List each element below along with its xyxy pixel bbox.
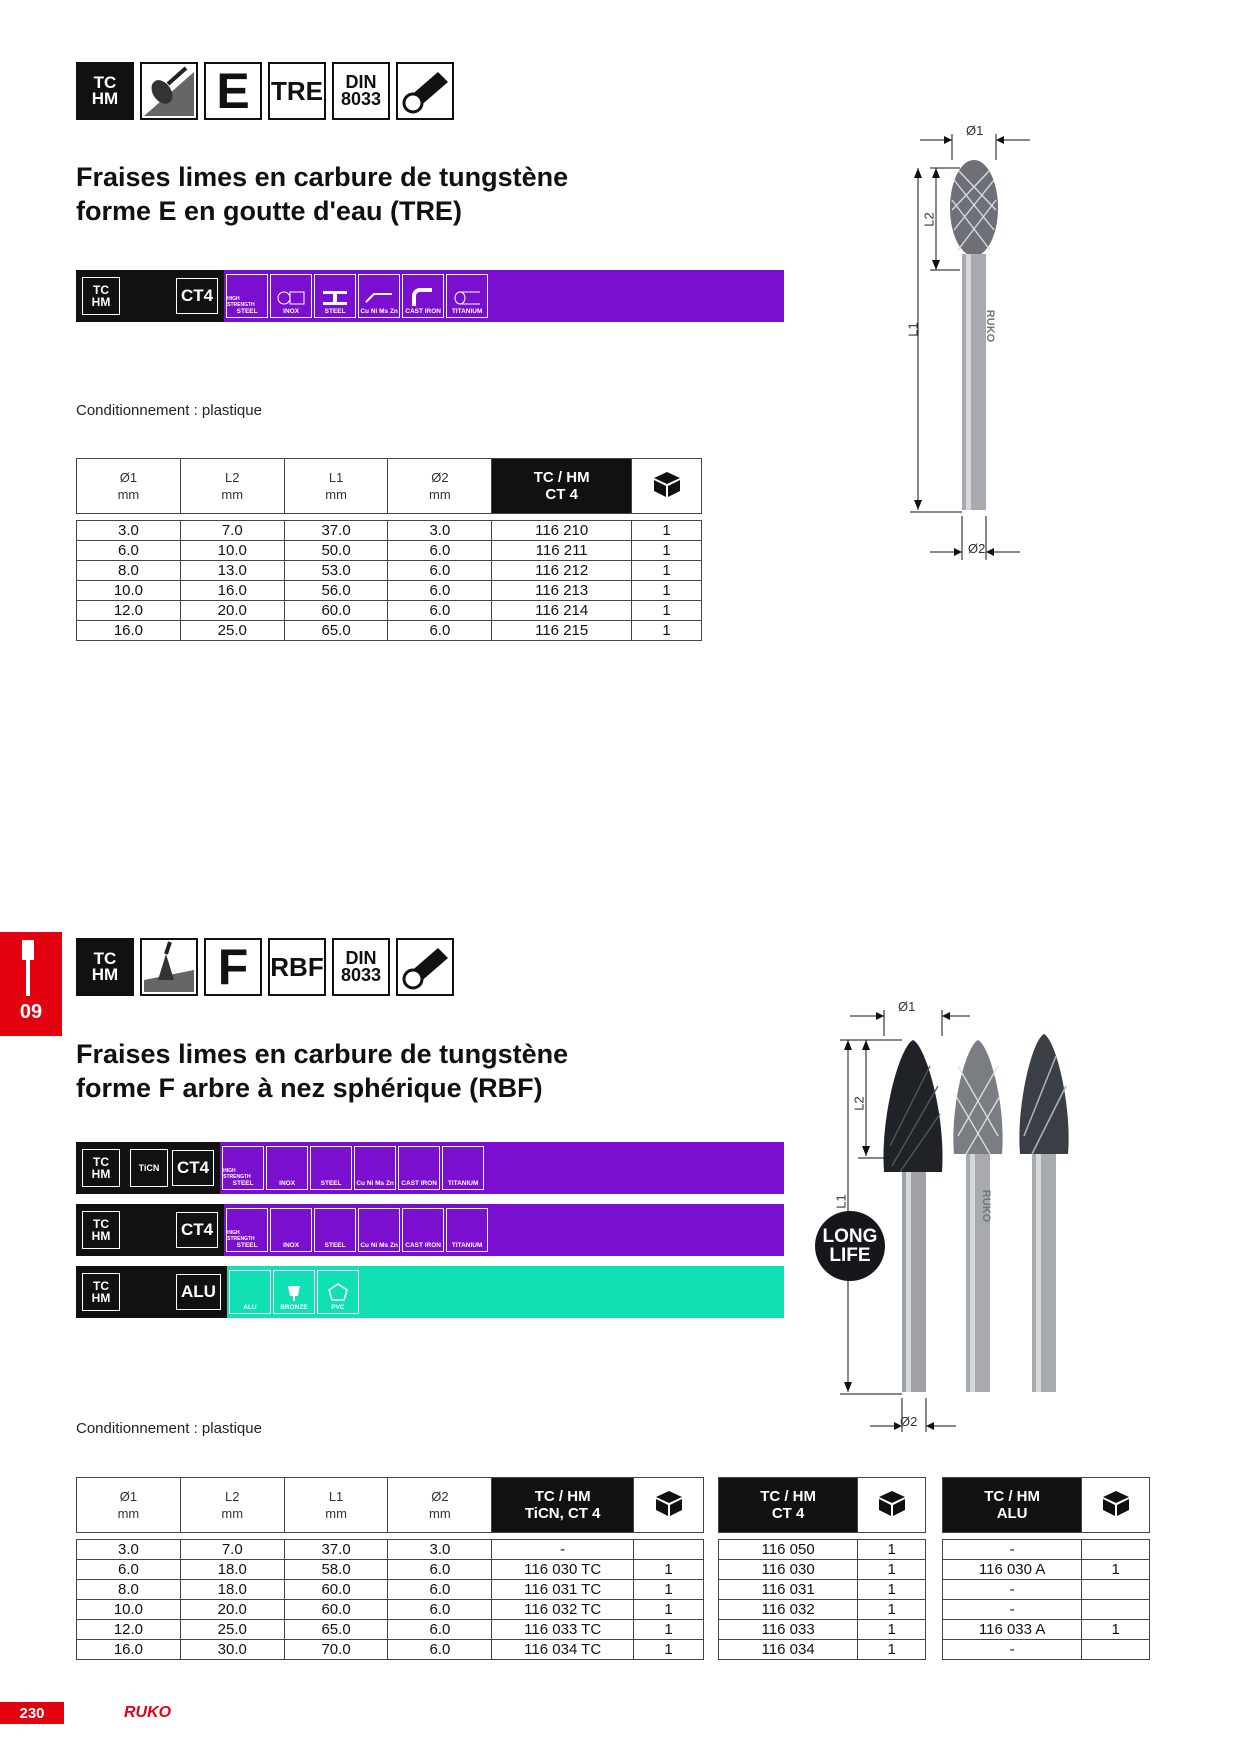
material-cast-iron (398, 1146, 440, 1190)
table-cell: 1 (634, 1600, 704, 1620)
table-cell: 116 033 (719, 1620, 858, 1640)
table-cell: 25.0 (180, 1620, 284, 1640)
table-cell: 12.0 (77, 601, 181, 621)
table-cell: 3.0 (77, 521, 181, 541)
header-l1: L1 mm (284, 1478, 388, 1533)
tchm-badge-text: TC HM (91, 1155, 111, 1181)
shank-icon (396, 938, 454, 996)
table-cell: 6.0 (388, 561, 492, 581)
table-cell: 8.0 (77, 561, 181, 581)
material-label: CAST IRON (405, 1242, 441, 1249)
table-cell: 10.0 (180, 541, 284, 561)
table-cell: 1 (632, 521, 702, 541)
material-label: TITANIUM (451, 308, 483, 315)
material-label: Cu Ni Ms Zn (356, 1180, 394, 1187)
table-cell: 53.0 (284, 561, 388, 581)
coating-badge: TiCN (130, 1149, 168, 1187)
materials-panel (220, 1142, 784, 1194)
tchm-badge (82, 1149, 120, 1187)
material-label: CAST IRON (405, 308, 441, 315)
long-life-text: LONG LIFE (822, 1226, 878, 1266)
table-cell: 8.0 (77, 1580, 181, 1600)
header-d2: Ø2 mm (388, 1478, 492, 1533)
material-bar-alu (76, 1266, 784, 1318)
table-row (719, 1560, 926, 1580)
table-cell: 116 050 (719, 1540, 858, 1560)
packaging-note: Conditionnement : plastique (76, 402, 262, 419)
table-cell (1082, 1540, 1150, 1560)
table-cell: - (943, 1580, 1082, 1600)
box-icon (1082, 1478, 1150, 1533)
table-row (77, 1540, 704, 1560)
icon-row-2 (76, 938, 454, 996)
table-row (77, 1600, 704, 1620)
table-cell: 1 (1082, 1560, 1150, 1580)
table-row (943, 1600, 1150, 1620)
table-row (77, 1580, 704, 1600)
table-header (719, 1478, 926, 1533)
table-row (719, 1540, 926, 1560)
tchm-badge-text: TC HM (91, 283, 111, 309)
grade-badge: CT4 (172, 1150, 214, 1186)
table-cell: 1 (632, 581, 702, 601)
table-row (77, 1640, 704, 1660)
product-table-ct4 (718, 1477, 926, 1660)
table-cell: 56.0 (284, 581, 388, 601)
tchm-icon (76, 62, 134, 120)
table-cell: 116 033 A (943, 1620, 1082, 1640)
table-cell: 6.0 (388, 1580, 492, 1600)
table-row (719, 1580, 926, 1600)
din-icon (332, 938, 390, 996)
din-number: 8033 (340, 965, 382, 985)
material-label: INOX (283, 1242, 300, 1249)
material-label: INOX (283, 308, 300, 315)
table-cell: - (492, 1540, 634, 1560)
dim-d2: Ø2 (968, 541, 986, 556)
page-number: 230 (0, 1702, 64, 1724)
table-cell: 6.0 (388, 621, 492, 641)
table-row (943, 1580, 1150, 1600)
table-cell: 6.0 (388, 601, 492, 621)
table-cell: 20.0 (180, 1600, 284, 1620)
material-label: STEEL (236, 1242, 258, 1249)
shape-letter: F (204, 938, 262, 996)
table-row (943, 1620, 1150, 1640)
material-steel-high-strength (226, 1208, 268, 1252)
tool-angle-icon (140, 938, 198, 996)
tool-angle-icon (140, 62, 198, 120)
cup-icon (284, 1284, 304, 1302)
table-row (77, 1620, 704, 1640)
table-cell: 60.0 (284, 1580, 388, 1600)
table-cell: - (943, 1540, 1082, 1560)
tchm-badge (82, 1273, 120, 1311)
table-cell: 18.0 (180, 1580, 284, 1600)
table-body (77, 1540, 704, 1660)
pentagon-icon (327, 1282, 349, 1302)
din-icon (332, 62, 390, 120)
grade-badge: CT4 (176, 278, 218, 314)
table-cell: 6.0 (388, 541, 492, 561)
table-cell: 50.0 (284, 541, 388, 561)
header-d1: Ø1 mm (77, 1478, 181, 1533)
table-cell: 3.0 (388, 521, 492, 541)
material-titanium (446, 274, 488, 318)
burr-icon (0, 932, 62, 1002)
profile-icon (364, 288, 394, 306)
table-cell: 116 034 TC (492, 1640, 634, 1660)
pipes-icon (276, 288, 306, 306)
material-label: BRONZE (280, 1304, 308, 1311)
table-row (719, 1600, 926, 1620)
table-header (77, 1478, 704, 1533)
table-cell: 65.0 (284, 621, 388, 641)
header-d1: Ø1 mm (77, 459, 181, 514)
table-cell: 13.0 (180, 561, 284, 581)
tchm-text: TC HM (91, 73, 119, 108)
table-row (77, 521, 702, 541)
shank-brand: RUKO (984, 309, 997, 343)
material-inox (266, 1146, 308, 1190)
material-label: STEEL (324, 1242, 346, 1249)
table-row (77, 1560, 704, 1580)
table-header (943, 1478, 1150, 1533)
title-line-2: forme E en goutte d'eau (TRE) (76, 196, 462, 226)
material-label: Cu Ni Ms Zn (360, 308, 398, 315)
material-label: STEEL (320, 1180, 342, 1187)
table-cell: 1 (858, 1560, 926, 1580)
tchm-badge (82, 277, 120, 315)
material-bar-ct4 (76, 1204, 784, 1256)
table-cell: 16.0 (77, 621, 181, 641)
table-row (943, 1540, 1150, 1560)
material-top-label: HIGH STRENGTH (223, 1168, 251, 1180)
box-icon (858, 1478, 926, 1533)
table-cell: 116 032 (719, 1600, 858, 1620)
material-label: PVC (331, 1304, 345, 1311)
header-article: TC / HM ALU (943, 1478, 1082, 1533)
table-cell: 6.0 (388, 1640, 492, 1660)
material-steel (314, 274, 356, 318)
chapter-number: 09 (19, 1001, 43, 1023)
table-cell: 30.0 (180, 1640, 284, 1660)
table-cell: 1 (632, 601, 702, 621)
material-pvc (317, 1270, 359, 1314)
table-header (77, 459, 702, 514)
table-cell: 12.0 (77, 1620, 181, 1640)
material-top-label: HIGH STRENGTH (227, 296, 255, 308)
dim-d1: Ø1 (966, 123, 984, 138)
table-body (77, 521, 702, 641)
table-row (943, 1560, 1150, 1580)
header-l2: L2 mm (180, 459, 284, 514)
material-steel-high-strength (226, 274, 268, 318)
dim-d1: Ø1 (898, 999, 916, 1014)
table-cell: 116 215 (492, 621, 632, 641)
title-line-2: forme F arbre à nez sphérique (RBF) (76, 1073, 543, 1103)
brand-logo: RUKO (124, 1704, 172, 1721)
elbow-icon (408, 288, 438, 306)
material-label: ALU (243, 1304, 257, 1311)
material-bar-ticn (76, 1142, 784, 1194)
table-cell: 3.0 (388, 1540, 492, 1560)
material-steel (310, 1146, 352, 1190)
box-icon (634, 1478, 704, 1533)
table-cell (634, 1540, 704, 1560)
beam-icon (320, 288, 350, 306)
table-cell: 1 (632, 541, 702, 561)
materials-panel (224, 1204, 784, 1256)
header-d2: Ø2 mm (388, 459, 492, 514)
long-life-badge (815, 1211, 885, 1281)
material-cast-iron (402, 1208, 444, 1252)
table-cell: 60.0 (284, 601, 388, 621)
table-cell: 116 214 (492, 601, 632, 621)
material-inox (270, 274, 312, 318)
packaging-note: Conditionnement : plastique (76, 1420, 262, 1437)
header-article: TC / HM TiCN, CT 4 (492, 1478, 634, 1533)
material-label: TITANIUM (451, 1242, 483, 1249)
material-top-label: HIGH STRENGTH (227, 1230, 255, 1242)
table-cell: 7.0 (180, 521, 284, 541)
table-cell: 1 (632, 561, 702, 581)
material-nonferrous (358, 1208, 400, 1252)
table-cell: 10.0 (77, 1600, 181, 1620)
spacer (126, 270, 176, 322)
table-cell: 6.0 (388, 1560, 492, 1580)
table-cell (1082, 1640, 1150, 1660)
table-cell: 1 (858, 1600, 926, 1620)
table-row (719, 1640, 926, 1660)
dim-l2: L2 (921, 212, 937, 227)
header-article: TC / HM CT 4 (492, 459, 632, 514)
table-row (77, 621, 702, 641)
table-cell: 116 032 TC (492, 1600, 634, 1620)
shank-brand: RUKO (980, 1189, 993, 1223)
table-cell: 1 (634, 1580, 704, 1600)
table-cell: 37.0 (284, 1540, 388, 1560)
table-cell: 116 030 TC (492, 1560, 634, 1580)
material-nonferrous (358, 274, 400, 318)
dim-l2: L2 (851, 1096, 867, 1111)
title-line-1: Fraises limes en carbure de tungstène (76, 1039, 569, 1069)
table-body (943, 1540, 1150, 1660)
burr-drawing-1 (900, 120, 1040, 560)
din-label: DIN (345, 948, 377, 968)
table-cell: 65.0 (284, 1620, 388, 1640)
table-cell (1082, 1580, 1150, 1600)
table-cell: 1 (858, 1540, 926, 1560)
dim-d2: Ø2 (900, 1414, 918, 1429)
section1-title (76, 160, 568, 228)
material-label: STEEL (236, 308, 258, 315)
table-row (943, 1640, 1150, 1660)
material-steel-high-strength (222, 1146, 264, 1190)
material-label: CAST IRON (401, 1180, 437, 1187)
materials-panel (224, 270, 784, 322)
tchm-badge (82, 1211, 120, 1249)
table-cell: 116 033 TC (492, 1620, 634, 1640)
tube-icon (452, 288, 482, 306)
spacer (126, 1266, 176, 1318)
header-l1: L1 mm (284, 459, 388, 514)
table-row (77, 541, 702, 561)
product-table-2 (76, 1477, 704, 1660)
table-cell: 116 031 (719, 1580, 858, 1600)
table-cell: 116 031 TC (492, 1580, 634, 1600)
table-row (77, 601, 702, 621)
table-cell: 1 (634, 1620, 704, 1640)
table-cell: 3.0 (77, 1540, 181, 1560)
material-bronze (273, 1270, 315, 1314)
table-cell: 116 210 (492, 521, 632, 541)
table-cell: 1 (858, 1620, 926, 1640)
tchm-text: TC HM (91, 949, 119, 984)
material-label: STEEL (232, 1180, 254, 1187)
material-cast-iron (402, 274, 444, 318)
table-cell: 16.0 (180, 581, 284, 601)
table-cell: 10.0 (77, 581, 181, 601)
dim-l1: L1 (833, 1194, 849, 1209)
material-bar (76, 270, 784, 322)
tchm-badge-text: TC HM (91, 1217, 111, 1243)
table-cell: 6.0 (388, 581, 492, 601)
section2-title (76, 1037, 568, 1105)
material-label: INOX (279, 1180, 296, 1187)
table-cell: 7.0 (180, 1540, 284, 1560)
burr-drawing-2 (830, 996, 1110, 1436)
shank-icon (396, 62, 454, 120)
table-cell: 116 213 (492, 581, 632, 601)
table-cell: 1 (858, 1640, 926, 1660)
table-cell: 116 030 (719, 1560, 858, 1580)
material-titanium (446, 1208, 488, 1252)
chapter-tab (0, 932, 62, 1036)
table-cell: 16.0 (77, 1640, 181, 1660)
header-article: TC / HM CT 4 (719, 1478, 858, 1533)
shape-code: RBF (268, 938, 326, 996)
table-row (77, 561, 702, 581)
table-cell: 6.0 (388, 1620, 492, 1640)
grade-badge: CT4 (176, 1212, 218, 1248)
box-icon (632, 459, 702, 514)
dim-l1: L1 (905, 322, 921, 337)
table-cell: - (943, 1640, 1082, 1660)
table-cell: - (943, 1600, 1082, 1620)
table-body (719, 1540, 926, 1660)
shape-code: TRE (268, 62, 326, 120)
product-table-1 (76, 458, 702, 641)
table-row (77, 581, 702, 601)
table-cell: 70.0 (284, 1640, 388, 1660)
table-cell: 1 (858, 1580, 926, 1600)
grade-badge: ALU (176, 1274, 221, 1310)
table-cell (1082, 1600, 1150, 1620)
header-l2: L2 mm (180, 1478, 284, 1533)
table-row (719, 1620, 926, 1640)
table-cell: 58.0 (284, 1560, 388, 1580)
product-table-alu (942, 1477, 1150, 1660)
material-label: Cu Ni Ms Zn (360, 1242, 398, 1249)
title-line-1: Fraises limes en carbure de tungstène (76, 162, 569, 192)
material-label: STEEL (324, 308, 346, 315)
table-cell: 1 (634, 1640, 704, 1660)
shape-letter: E (204, 62, 262, 120)
spacer (126, 1204, 176, 1256)
materials-panel (227, 1266, 784, 1318)
table-cell: 6.0 (77, 1560, 181, 1580)
tchm-icon (76, 938, 134, 996)
table-cell: 6.0 (388, 1600, 492, 1620)
table-cell: 1 (1082, 1620, 1150, 1640)
din-label: DIN (345, 72, 377, 92)
table-cell: 25.0 (180, 621, 284, 641)
table-cell: 37.0 (284, 521, 388, 541)
material-alu (229, 1270, 271, 1314)
table-cell: 18.0 (180, 1560, 284, 1580)
table-cell: 116 034 (719, 1640, 858, 1660)
icon-row-1 (76, 62, 454, 120)
din-number: 8033 (340, 89, 382, 109)
table-cell: 116 211 (492, 541, 632, 561)
tchm-badge-text: TC HM (91, 1279, 111, 1305)
material-steel (314, 1208, 356, 1252)
material-label: TITANIUM (447, 1180, 479, 1187)
table-cell: 1 (634, 1560, 704, 1580)
table-cell: 116 212 (492, 561, 632, 581)
material-titanium (442, 1146, 484, 1190)
material-nonferrous (354, 1146, 396, 1190)
table-cell: 20.0 (180, 601, 284, 621)
table-cell: 116 030 A (943, 1560, 1082, 1580)
table-cell: 60.0 (284, 1600, 388, 1620)
table-cell: 1 (632, 621, 702, 641)
material-inox (270, 1208, 312, 1252)
table-cell: 6.0 (77, 541, 181, 561)
